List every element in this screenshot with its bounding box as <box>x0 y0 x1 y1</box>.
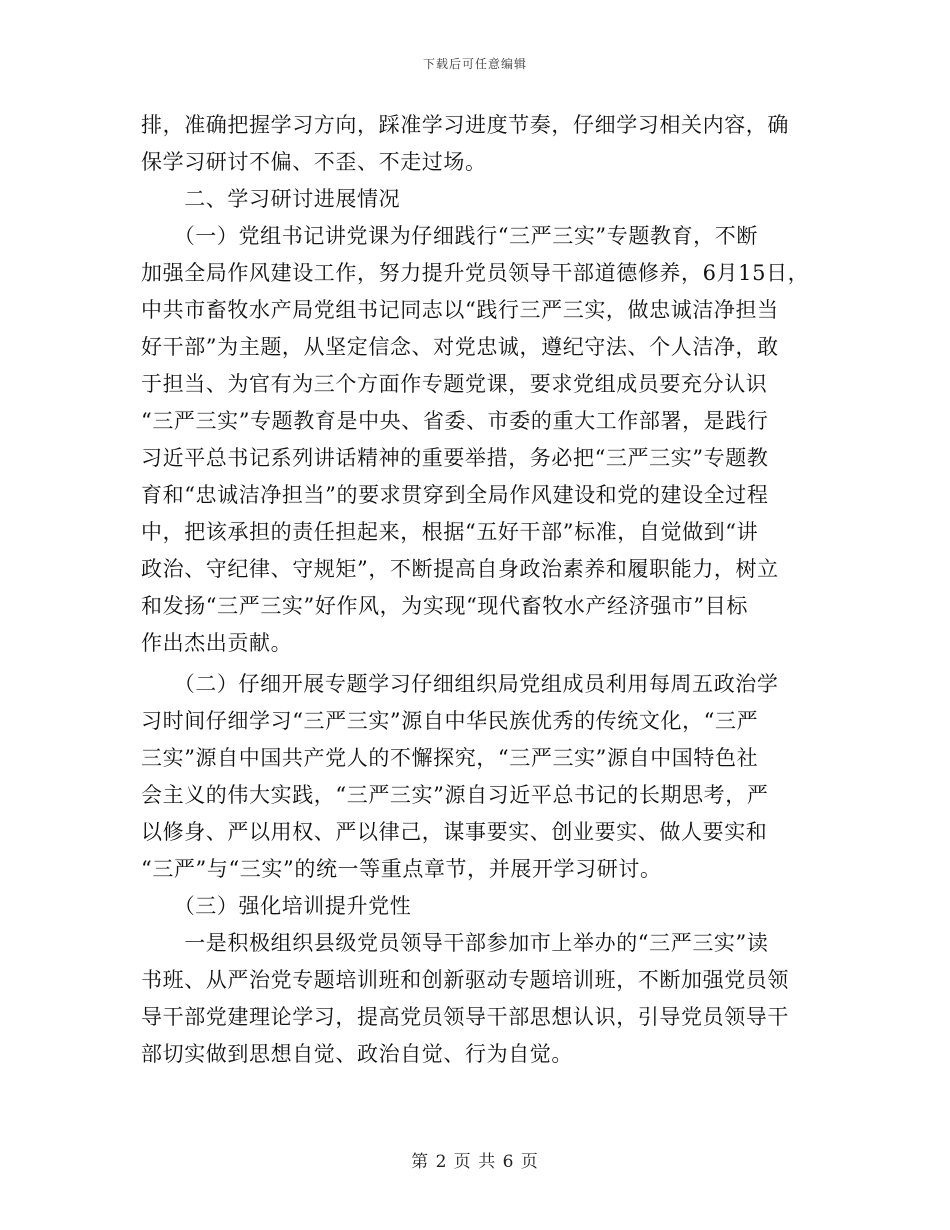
text-line: “三严三实”专题教育是中央、省委、市委的重大工作部署，是践行 <box>141 409 769 433</box>
text-line: 以修身、严以用权、严以律己，谋事要实、创业要实、做人要实和 <box>141 820 768 844</box>
text-line: 中，把该承担的责任担起来，根据“五好干部”标准，自觉做到“讲 <box>141 520 759 544</box>
section-heading: 二、学习研讨进展情况 <box>141 187 401 211</box>
body-text <box>141 107 811 1073</box>
section-heading: （三）强化培训提升党性 <box>141 894 412 918</box>
text-line: 排，准确把握学习方向，踩准学习进度节奏，仔细学习相关内容，确 <box>141 113 789 137</box>
text-line: 会主义的伟大实践，“三严三实”源自习近平总书记的长期思考，严 <box>141 783 769 807</box>
text-line: 保学习研讨不偏、不歪、不走过场。 <box>141 150 487 174</box>
text-line: （一）党组书记讲党课为仔细践行“三严三实”专题教育，不断 <box>141 224 758 248</box>
text-line: 部切实做到思想自觉、政治自觉、行为自觉。 <box>141 1042 573 1066</box>
text-line: 一是积极组织县级党员领导干部参加市上举办的“三严三实”读 <box>141 931 769 955</box>
text-line: 于担当、为官有为三个方面作专题党课，要求党组成员要充分认识 <box>141 372 768 396</box>
text-line: （二）仔细开展专题学习仔细组织局党组成员利用每周五政治学 <box>141 672 779 696</box>
text-line: 育和“忠诚洁净担当”的要求贯穿到全局作风建设和党的建设全过程 <box>141 483 769 507</box>
page-number: 第 2 页 共 6 页 <box>411 1152 539 1172</box>
text-line: 和发扬“三严三实”好作风，为实现“现代畜牧水产经济强市”目标 <box>141 594 748 618</box>
text-line: 作出杰出贡献。 <box>141 631 293 655</box>
text-line: “三严”与“三实”的统一等重点章节，并展开学习研讨。 <box>141 857 662 881</box>
text-line: 好干部”为主题，从坚定信念、对党忠诚，遵纪守法、个人洁净，敢 <box>141 335 779 359</box>
text-line: 三实”源自中国共产党人的不懈探究，“三严三实”源自中国特色社 <box>141 746 759 770</box>
text-line: 书班、从严治党专题培训班和创新驱动专题培训班，不断加强党员领 <box>141 968 789 992</box>
header-note: 下载后可任意编辑 <box>422 57 527 71</box>
text-line: 加强全局作风建设工作，努力提升党员领导干部道德修养，6月15日， <box>141 261 810 285</box>
text-line: 政治、守纪律、守规矩”，不断提高自身政治素养和履职能力，树立 <box>141 557 779 581</box>
text-line: 导干部党建理论学习，提高党员领导干部思想认识，引导党员领导干 <box>141 1005 789 1029</box>
text-line: 中共市畜牧水产局党组书记同志以“践行三严三实，做忠诚洁净担当 <box>141 298 779 322</box>
text-line: 习近平总书记系列讲话精神的重要举措，务必把“三严三实”专题教 <box>141 446 769 470</box>
text-line: 习时间仔细学习“三严三实”源自中华民族优秀的传统文化，“三严 <box>141 709 759 733</box>
